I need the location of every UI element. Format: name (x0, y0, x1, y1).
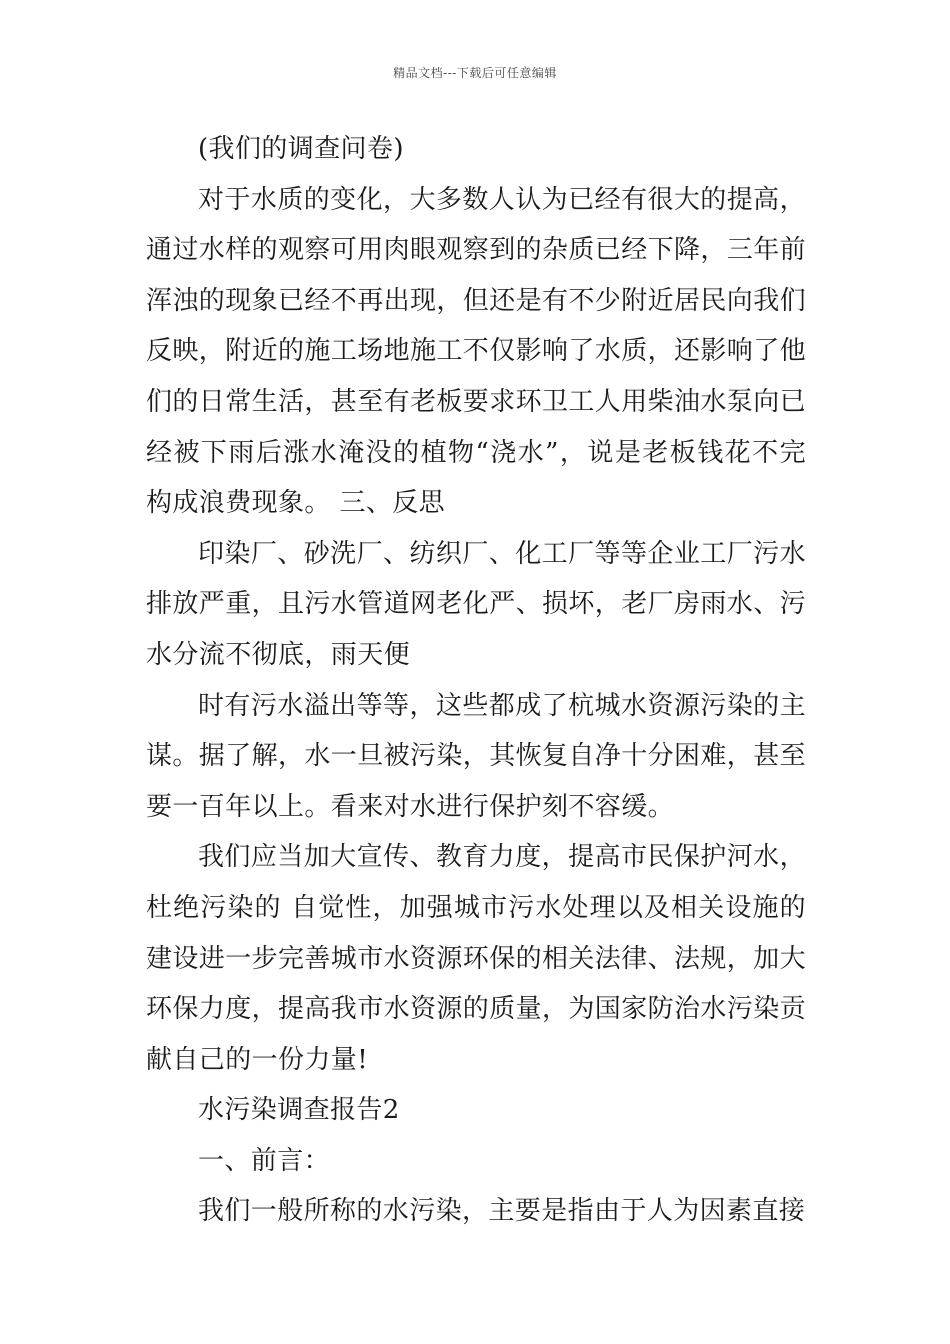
paragraph-pollution-cause: 时有污水溢出等等，这些都成了杭城水资源污染的主谋。据了解，水一旦被污染，其恢复自净十分困难，甚至要一百年以上。看来对水进行保护刻不容缓。 (146, 690, 807, 822)
paragraph-survey-note: (我们的调查问卷) (198, 134, 404, 164)
document-body (146, 124, 806, 1237)
section-title-report-2: 水污染调查报告2 (198, 1095, 400, 1126)
paragraph-definition: 我们一般所称的水污染，主要是指由于人为因素直接 (198, 1196, 806, 1227)
section-heading-preface: 一、前言： (198, 1145, 331, 1176)
paragraph-factories: 印染厂、砂洗厂、纺织厂、化工厂等等企业工厂污水排放严重，且污水管道网老化严、损坏，老厂房雨水、污水分流不彻底，雨天便 (146, 538, 807, 670)
page-header: 精品文档---下载后可任意编辑 (393, 66, 557, 80)
paragraph-water-quality: 对于水质的变化，大多数人认为已经有很大的提高，通过水样的观察可用肉眼观察到的杂质已经下降，三年前浑浊的现象已经不再出现，但还是有不少附近居民向我们反映，附近的施工场地施工不仅影响了水质，还影响了他们的日常生活，甚至有老板要求环卫工人用柴油水泵向已经被下雨后涨水淹没的植物“浇水”，说是老板钱花不完构成浪费现象。 三、反思 (146, 184, 807, 519)
paragraph-recommendation: 我们应当加大宣传、教育力度，提高市民保护河水，杜绝污染的 自觉性，加强城市污水处理以及相关设施的建设进一步完善城市水资源环保的相关法律、法规，加大环保力度，提高我市水资源的质量，为国家防治水污染贡献自己的一份力量! (146, 842, 807, 1075)
